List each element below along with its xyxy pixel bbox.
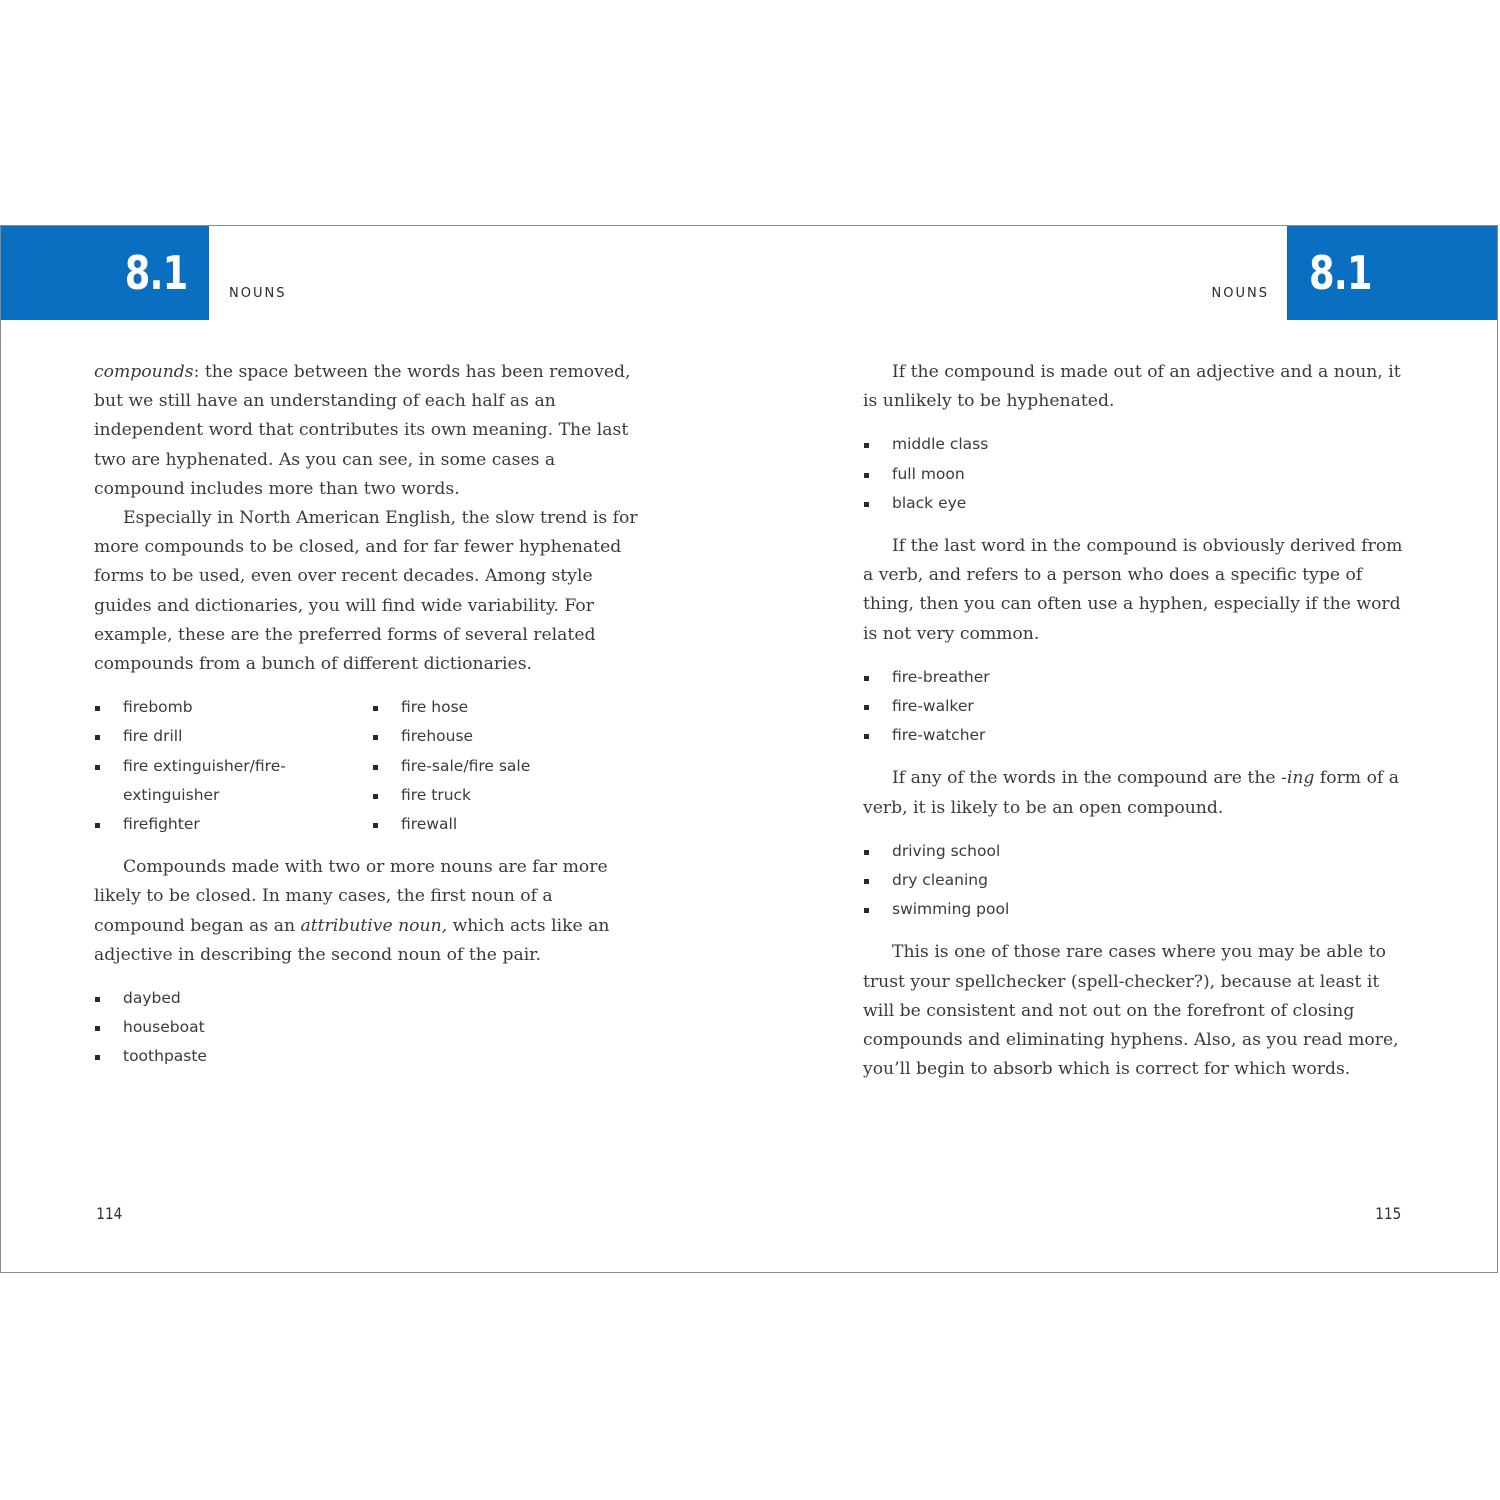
list-item: toothpaste [94,1042,644,1071]
compound-list-two-column [94,693,644,839]
paragraph: Especially in North American English, the slow trend is for more compounds to be closed, and for far fewer hyphenated forms to be used, even over recent decades. Among style guides and dictionaries, you will find wide variability. For example, these are the preferred forms of several related compounds from a bunch of different dictionaries. [94,508,638,675]
list-item: daybed [94,984,644,1013]
list-item: fire extinguisher/fire-extinguisher [94,752,323,810]
bullet-list [94,693,372,839]
paragraph: If any of the words in the compound are the -ing form of a verb, it is likely to be an open compound. [863,768,1399,818]
paragraph: If the last word in the compound is obviously derived from a verb, and refers to a person who does a specific type of thing, then you can often use a hyphen, especially if the word is not very common. [863,536,1403,644]
left-page-body [94,358,644,1086]
bullet-list [863,430,1408,518]
list-item: fire-walker [863,692,1408,721]
section-label: NOUNS [229,286,287,301]
list-item: fire-breather [863,663,1408,692]
list-item: fire truck [372,781,530,810]
paragraph: Compounds made with two or more nouns are far more likely to be closed. In many cases, the first noun of a compound began as an attributive noun, which acts like an adjective in describing the second noun of the pair. [94,857,610,965]
italic-term: attributive noun, [300,915,448,936]
list-item: fire drill [94,722,323,751]
italic-term: -ing [1281,768,1315,789]
page-number: 115 [1375,1204,1402,1223]
italic-term: compounds [94,362,194,382]
list-item: fire-watcher [863,721,1408,750]
list-item: full moon [863,460,1408,489]
section-number: 8.1 [124,246,187,300]
list-item: houseboat [94,1013,644,1042]
bullet-list [863,663,1408,751]
list-item: black eye [863,489,1408,518]
bullet-list [94,984,644,1072]
paragraph: compounds: the space between the words has been removed, but we still have an understanding of each half as an independent word that contributes its own meaning. The last two are hyphenated. As you can see, in some cases a compound includes more than two words. [94,362,631,499]
section-number-tab-left [1,226,209,320]
bullet-list [372,693,530,839]
section-number-tab-right [1287,226,1497,320]
list-item: dry cleaning [863,866,1408,895]
section-number: 8.1 [1309,246,1372,300]
list-item: fire hose [372,693,530,722]
right-page-body [863,358,1408,1084]
paragraph: If the compound is made out of an adjective and a noun, it is unlikely to be hyphenated. [863,362,1401,412]
page-number: 114 [96,1204,123,1223]
list-item: firefighter [94,810,323,839]
list-item: firewall [372,810,530,839]
list-item: driving school [863,837,1408,866]
section-label: NOUNS [1211,286,1269,301]
paragraph: This is one of those rare cases where you may be able to trust your spellchecker (spell-checker?), because at least it will be consistent and not out on the forefront of closing compounds and eliminating hyphens. Also, as you read more, you’ll begin to absorb which is correct for which words. [863,942,1399,1080]
list-item: firebomb [94,693,323,722]
book-spread [0,225,1498,1273]
list-item: swimming pool [863,895,1408,924]
list-item: firehouse [372,722,530,751]
list-item: middle class [863,430,1408,459]
bullet-list [863,837,1408,925]
list-item: fire-sale/fire sale [372,752,530,781]
